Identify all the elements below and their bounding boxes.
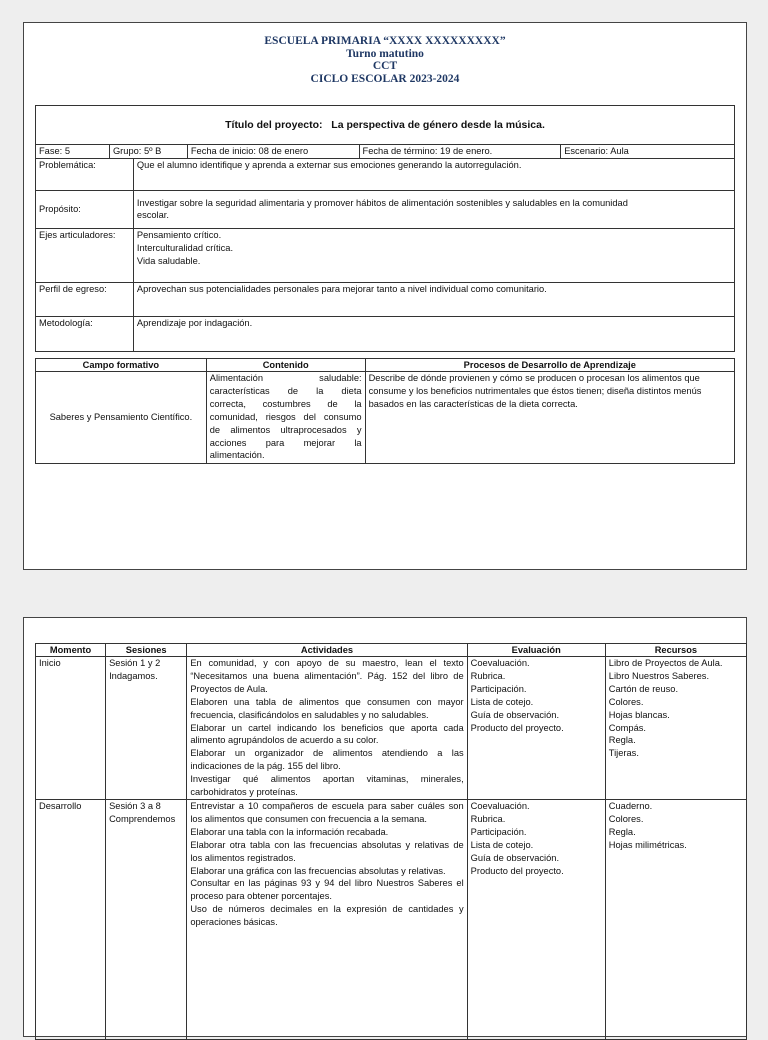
text-line: Entrevistar a 10 compañeros de escuela para saber cuáles son: [190, 801, 464, 811]
text-line: Libro Nuestros Saberes.: [608, 670, 710, 681]
text-line: Elaborar otra tabla con las frecuencias absolutas y relativas de: [190, 839, 464, 850]
text-line: Describe de dónde provienen y cómo se producen o procesan los alimentos que: [368, 373, 700, 383]
text-line: Lista de cotejo.: [470, 696, 534, 707]
table-row: [36, 657, 747, 800]
contenido-value: [206, 372, 365, 464]
phase: Fase: 5: [36, 145, 110, 159]
metodologia-value: [133, 316, 734, 351]
project-title: [36, 106, 735, 145]
text-line: indicaciones de la pág. 155 del libro.: [190, 761, 341, 772]
text-line: Aprovechan sus potencialidades personales para mejorar tanto a nivel individual como comunitario.: [136, 283, 547, 294]
header-actividades: Actividades: [187, 644, 467, 657]
text-line: Hojas milimétricas.: [608, 839, 687, 850]
activities-table: [35, 643, 747, 1040]
text-line: Guía de observación.: [470, 852, 560, 863]
problematica-value: [133, 158, 734, 190]
text-line: Elaborar un organizador de alimentos atendiendo a las: [190, 748, 464, 759]
project-info-table: [35, 105, 735, 352]
text-line: Investigar qué alimentos aportan vitaminas, minerales,: [190, 774, 464, 785]
text-line: Cuaderno.: [608, 801, 653, 811]
text-line: Indagamos.: [109, 670, 158, 681]
document-page-2: [23, 617, 747, 1037]
school-cycle: CICLO ESCOLAR 2023-2024: [310, 72, 460, 85]
text-line: Comprendemos: [109, 813, 176, 824]
header-campo: Campo formativo: [36, 359, 207, 372]
momento-cell: Desarrollo: [36, 800, 106, 1040]
scenario: Escenario: Aula: [561, 145, 735, 159]
text-line: Regla.: [608, 735, 636, 746]
text-line: basados en las características de la dieta correcta.: [368, 398, 578, 409]
recursos-cell: [605, 657, 746, 800]
group: Grupo: 5º B: [109, 145, 187, 159]
recursos-cell: [605, 800, 746, 1040]
text-line: Pensamiento crítico.: [136, 229, 222, 240]
text-line: los alimentos que consumen con frecuencia a la semana.: [190, 813, 428, 824]
text-line: Rubrica.: [470, 670, 506, 681]
text-line: alimento agrupándolos de acuerdo a su color.: [190, 735, 379, 746]
header-sesiones: Sesiones: [106, 644, 187, 657]
header-evaluacion: Evaluación: [467, 644, 605, 657]
text-line: Producto del proyecto.: [470, 722, 564, 733]
text-line: de alimentos ultraprocesados y: [209, 424, 362, 435]
sesiones-cell: [106, 657, 187, 800]
text-line: Libro de Proyectos de Aula.: [608, 658, 723, 668]
text-line: Lista de cotejo.: [470, 839, 534, 850]
text-line: Interculturalidad crítica.: [136, 242, 234, 253]
campo-formativo-table: [35, 358, 735, 464]
header-momento: Momento: [36, 644, 106, 657]
document-page-1: [23, 22, 747, 570]
text-line: Cartón de reuso.: [608, 683, 679, 694]
proposito-value: [133, 190, 734, 228]
cct: CCT: [372, 60, 398, 72]
text-line: comunidad, riesgos del consumo: [209, 411, 362, 422]
end-date: Fecha de término: 19 de enero.: [359, 145, 561, 159]
text-line: consume y los beneficios nutrimentales que éstos tienen; diseña distintos menús: [368, 385, 702, 396]
text-line: En comunidad, y con apoyo de su maestro, lean el texto: [190, 658, 464, 668]
project-title-label: Título del proyecto:: [225, 118, 323, 131]
row-label: Propósito:: [36, 190, 134, 228]
campo-value: Saberes y Pensamiento Científico.: [36, 372, 207, 464]
text-line: Elaborar un cartel indicando los beneficios que aporta cada: [190, 722, 464, 733]
row-label: Ejes articuladores:: [36, 228, 134, 282]
text-line: Compás.: [608, 722, 646, 733]
actividades-cell: [187, 657, 467, 800]
text-line: frecuencia, clasificándolos en saludables y no saludables.: [190, 709, 429, 720]
shift: Turno matutino: [346, 47, 424, 60]
school-name: ESCUELA PRIMARIA “XXXX XXXXXXXXX”: [264, 35, 506, 47]
text-line: alimentación.: [209, 450, 265, 461]
text-line: los alimentos registrados.: [190, 852, 296, 863]
text-line: Elaboren una tabla de alimentos que consumen con mayor: [190, 696, 464, 707]
text-line: operaciones básicas.: [190, 917, 278, 928]
header-recursos: Recursos: [605, 644, 746, 657]
text-line: Rubrica.: [470, 813, 506, 824]
text-line: proceso para obtener porcentajes.: [190, 891, 332, 902]
text-line: acciones para mejorar la: [209, 437, 362, 448]
text-line: Colores.: [608, 696, 644, 707]
text-line: Producto del proyecto.: [470, 865, 564, 876]
text-line: Coevaluación.: [470, 801, 530, 811]
evaluacion-cell: [467, 657, 605, 800]
text-line: Vida saludable.: [136, 255, 201, 266]
actividades-cell: [187, 800, 467, 1040]
project-title-value: La perspectiva de género desde la música.: [331, 118, 545, 131]
text-line: Elaborar una gráfica con las frecuencias absolutas y relativas.: [190, 865, 446, 876]
text-line: Alimentación saludable:: [209, 373, 362, 383]
text-line: carbohidratos y proteínas.: [190, 787, 298, 798]
text-line: escolar.: [136, 210, 169, 221]
text-line: Consultar en las páginas 93 y 94 del libro Nuestros Saberes el: [190, 878, 464, 889]
table-row: [36, 800, 747, 1040]
text-line: correcta, costumbres de la: [209, 398, 362, 409]
row-label: Perfil de egreso:: [36, 282, 134, 316]
text-line: Guía de observación.: [470, 709, 560, 720]
text-line: Investigar sobre la seguridad alimentaria y promover hábitos de alimentación sostenibles y saludables en la comunidad: [136, 197, 628, 208]
text-line: Tijeras.: [608, 748, 639, 759]
text-line: “Necesitamos una buena alimentación”. Pág. 152 del libro de: [190, 670, 464, 681]
text-line: Elaborar una tabla con la información recabada.: [190, 826, 389, 837]
text-line: características de la dieta: [209, 385, 362, 396]
text-line: Sesión 3 a 8: [109, 801, 161, 811]
header-procesos: Procesos de Desarrollo de Aprendizaje: [365, 359, 734, 372]
text-line: Proyectos de Aula.: [190, 683, 268, 694]
header-contenido: Contenido: [206, 359, 365, 372]
ejes-value: [133, 228, 734, 282]
start-date: Fecha de inicio: 08 de enero: [187, 145, 359, 159]
procesos-value: [365, 372, 734, 464]
evaluacion-cell: [467, 800, 605, 1040]
sesiones-cell: [106, 800, 187, 1040]
text-line: Colores.: [608, 813, 644, 824]
text-line: Uso de números decimales en la expresión de cantidades y: [190, 904, 464, 915]
text-line: Sesión 1 y 2: [109, 658, 161, 668]
text-line: Participación.: [470, 683, 527, 694]
text-line: Coevaluación.: [470, 658, 530, 668]
text-line: Aprendizaje por indagación.: [136, 317, 253, 328]
text-line: Hojas blancas.: [608, 709, 670, 720]
perfil-value: [133, 282, 734, 316]
text-line: Regla.: [608, 826, 636, 837]
row-label: Problemática:: [36, 158, 134, 190]
text-line: Que el alumno identifique y aprenda a externar sus emociones generando la autorregulación.: [136, 159, 522, 170]
document-header: [24, 23, 746, 85]
row-label: Metodología:: [36, 316, 134, 351]
text-line: Participación.: [470, 826, 527, 837]
momento-cell: Inicio: [36, 657, 106, 800]
